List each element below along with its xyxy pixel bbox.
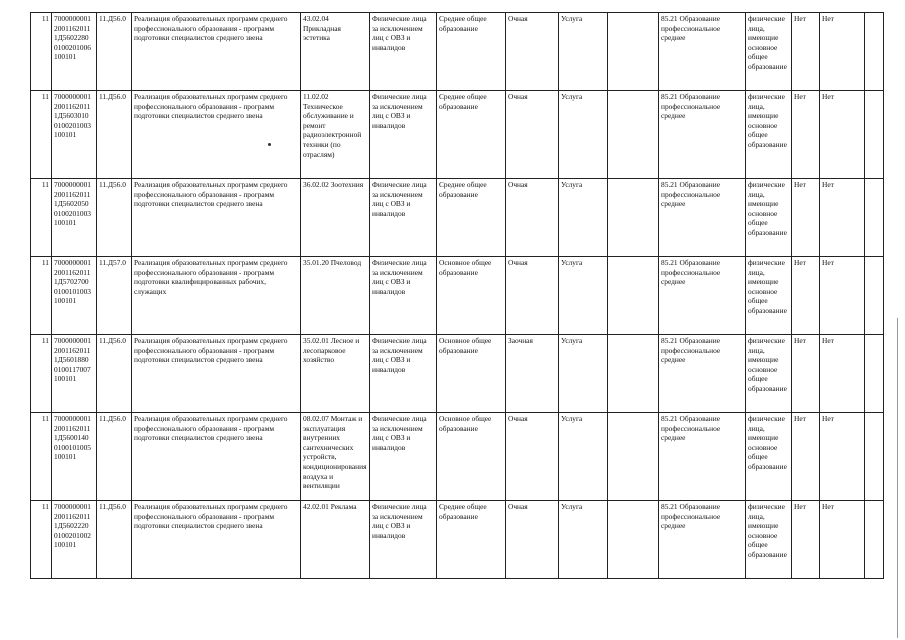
flag-cell: Нет — [820, 501, 865, 579]
table-row — [31, 257, 884, 335]
okved-cell: 85.21 Образование профессиональное среднее — [659, 91, 746, 179]
consumers-cell: физические лица, имеющие основное общее образование — [746, 413, 792, 501]
service-type-cell: Услуга — [559, 335, 608, 413]
flag-cell: Нет — [792, 413, 820, 501]
service-name-cell: Реализация образовательных программ среднего профессионального образования - программ подготовки специалистов среднего звена — [132, 413, 301, 501]
consumers-cell: физические лица, имеющие основное общее образование — [746, 257, 792, 335]
flag-cell: Нет — [820, 13, 865, 91]
service-code-cell: 11.Д56.0 — [97, 335, 132, 413]
blank-cell — [608, 179, 659, 257]
row-number-cell: 11 — [31, 413, 52, 501]
flag-cell: Нет — [820, 413, 865, 501]
registry-id-cell: 7000000001 2001162011 1Д5603010 0100201003 100101 — [52, 91, 97, 179]
okved-cell: 85.21 Образование профессиональное среднее — [659, 13, 746, 91]
okved-cell: 85.21 Образование профессиональное среднее — [659, 501, 746, 579]
service-code-cell: 11.Д56.0 — [97, 13, 132, 91]
table-row — [31, 179, 884, 257]
table-row — [31, 413, 884, 501]
service-code-cell: 11.Д56.0 — [97, 413, 132, 501]
service-type-cell: Услуга — [559, 179, 608, 257]
education-level-cell: Среднее общее образование — [437, 91, 506, 179]
service-type-cell: Услуга — [559, 91, 608, 179]
study-form-cell: Очная — [506, 13, 559, 91]
blank-cell — [865, 13, 884, 91]
consumers-cell: физические лица, имеющие основное общее образование — [746, 179, 792, 257]
scan-edge-line — [897, 318, 898, 638]
study-form-cell: Очная — [506, 501, 559, 579]
flag-cell: Нет — [792, 257, 820, 335]
table-row — [31, 91, 884, 179]
specialty-cell: 11.02.02 Техническое обслуживание и ремонт радиоэлектронной техники (по отраслям) — [301, 91, 370, 179]
blank-cell — [865, 501, 884, 579]
consumer-category-cell: Физические лица за исключением лиц с ОВЗ и инвалидов — [370, 91, 437, 179]
blank-cell — [608, 13, 659, 91]
specialty-cell: 35.01.20 Пчеловод — [301, 257, 370, 335]
blank-cell — [865, 257, 884, 335]
table-row — [31, 335, 884, 413]
consumers-cell: физические лица, имеющие основное общее образование — [746, 91, 792, 179]
flag-cell: Нет — [792, 13, 820, 91]
education-level-cell: Среднее общее образование — [437, 501, 506, 579]
service-name-cell: Реализация образовательных программ среднего профессионального образования - программ подготовки специалистов среднего звена — [132, 91, 301, 179]
blank-cell — [865, 413, 884, 501]
service-name-cell: Реализация образовательных программ среднего профессионального образования - программ подготовки квалифицированных рабочих, служащих — [132, 257, 301, 335]
education-level-cell: Основное общее образование — [437, 413, 506, 501]
service-code-cell: 11.Д56.0 — [97, 91, 132, 179]
services-registry-table — [30, 12, 884, 579]
service-type-cell: Услуга — [559, 413, 608, 501]
study-form-cell: Очная — [506, 413, 559, 501]
table-row — [31, 13, 884, 91]
registry-id-cell: 7000000001 2001162011 1Д5600140 0100101005 100101 — [52, 413, 97, 501]
pen-mark — [268, 143, 271, 146]
specialty-cell: 43.02.04 Прикладная эстетика — [301, 13, 370, 91]
service-name-cell: Реализация образовательных программ среднего профессионального образования - программ подготовки специалистов среднего звена — [132, 179, 301, 257]
blank-cell — [608, 413, 659, 501]
table-body — [31, 13, 884, 579]
flag-cell: Нет — [820, 179, 865, 257]
blank-cell — [865, 335, 884, 413]
row-number-cell: 11 — [31, 91, 52, 179]
service-name-cell: Реализация образовательных программ среднего профессионального образования - программ подготовки специалистов среднего звена — [132, 335, 301, 413]
service-type-cell: Услуга — [559, 13, 608, 91]
registry-id-cell: 7000000001 2001162011 1Д5702700 0100101003 100101 — [52, 257, 97, 335]
flag-cell: Нет — [820, 91, 865, 179]
consumer-category-cell: Физические лица за исключением лиц с ОВЗ и инвалидов — [370, 501, 437, 579]
service-code-cell: 11.Д56.0 — [97, 179, 132, 257]
education-level-cell: Среднее общее образование — [437, 13, 506, 91]
okved-cell: 85.21 Образование профессиональное среднее — [659, 413, 746, 501]
flag-cell: Нет — [792, 501, 820, 579]
education-level-cell: Среднее общее образование — [437, 179, 506, 257]
consumer-category-cell: Физические лица за исключением лиц с ОВЗ и инвалидов — [370, 13, 437, 91]
specialty-cell: 36.02.02 Зоотехния — [301, 179, 370, 257]
flag-cell: Нет — [792, 179, 820, 257]
blank-cell — [865, 179, 884, 257]
specialty-cell: 08.02.07 Монтаж и эксплуатация внутренних сантехнических устройств, кондиционирования воздуха и вентиляции — [301, 413, 370, 501]
service-name-cell: Реализация образовательных программ среднего профессионального образования - программ подготовки специалистов среднего звена — [132, 501, 301, 579]
consumers-cell: физические лица, имеющие основное общее образование — [746, 501, 792, 579]
consumer-category-cell: Физические лица за исключением лиц с ОВЗ и инвалидов — [370, 257, 437, 335]
flag-cell: Нет — [792, 91, 820, 179]
specialty-cell: 42.02.01 Реклама — [301, 501, 370, 579]
consumer-category-cell: Физические лица за исключением лиц с ОВЗ и инвалидов — [370, 413, 437, 501]
registry-id-cell: 7000000001 2001162011 1Д5602280 0100201006 100101 — [52, 13, 97, 91]
service-type-cell: Услуга — [559, 501, 608, 579]
study-form-cell: Очная — [506, 179, 559, 257]
blank-cell — [608, 257, 659, 335]
specialty-cell: 35.02.01 Лесное и лесопарковое хозяйство — [301, 335, 370, 413]
consumers-cell: физические лица, имеющие основное общее образование — [746, 335, 792, 413]
blank-cell — [865, 91, 884, 179]
service-code-cell: 11.Д57.0 — [97, 257, 132, 335]
row-number-cell: 11 — [31, 257, 52, 335]
study-form-cell: Очная — [506, 257, 559, 335]
registry-id-cell: 7000000001 2001162011 1Д5601880 0100117007 100101 — [52, 335, 97, 413]
consumer-category-cell: Физические лица за исключением лиц с ОВЗ и инвалидов — [370, 335, 437, 413]
row-number-cell: 11 — [31, 179, 52, 257]
blank-cell — [608, 335, 659, 413]
study-form-cell: Заочная — [506, 335, 559, 413]
blank-cell — [608, 91, 659, 179]
consumers-cell: физические лица, имеющие основное общее образование — [746, 13, 792, 91]
table-row — [31, 501, 884, 579]
flag-cell: Нет — [792, 335, 820, 413]
registry-id-cell: 7000000001 2001162011 1Д5602220 0100201002 100101 — [52, 501, 97, 579]
flag-cell: Нет — [820, 257, 865, 335]
education-level-cell: Основное общее образование — [437, 257, 506, 335]
okved-cell: 85.21 Образование профессиональное среднее — [659, 179, 746, 257]
service-type-cell: Услуга — [559, 257, 608, 335]
study-form-cell: Очная — [506, 91, 559, 179]
education-level-cell: Основное общее образование — [437, 335, 506, 413]
registry-id-cell: 7000000001 2001162011 1Д5602050 0100201003 100101 — [52, 179, 97, 257]
flag-cell: Нет — [820, 335, 865, 413]
row-number-cell: 11 — [31, 501, 52, 579]
service-name-cell: Реализация образовательных программ среднего профессионального образования - программ подготовки специалистов среднего звена — [132, 13, 301, 91]
okved-cell: 85.21 Образование профессиональное среднее — [659, 335, 746, 413]
blank-cell — [608, 501, 659, 579]
okved-cell: 85.21 Образование профессиональное среднее — [659, 257, 746, 335]
service-code-cell: 11.Д56.0 — [97, 501, 132, 579]
row-number-cell: 11 — [31, 13, 52, 91]
row-number-cell: 11 — [31, 335, 52, 413]
consumer-category-cell: Физические лица за исключением лиц с ОВЗ и инвалидов — [370, 179, 437, 257]
